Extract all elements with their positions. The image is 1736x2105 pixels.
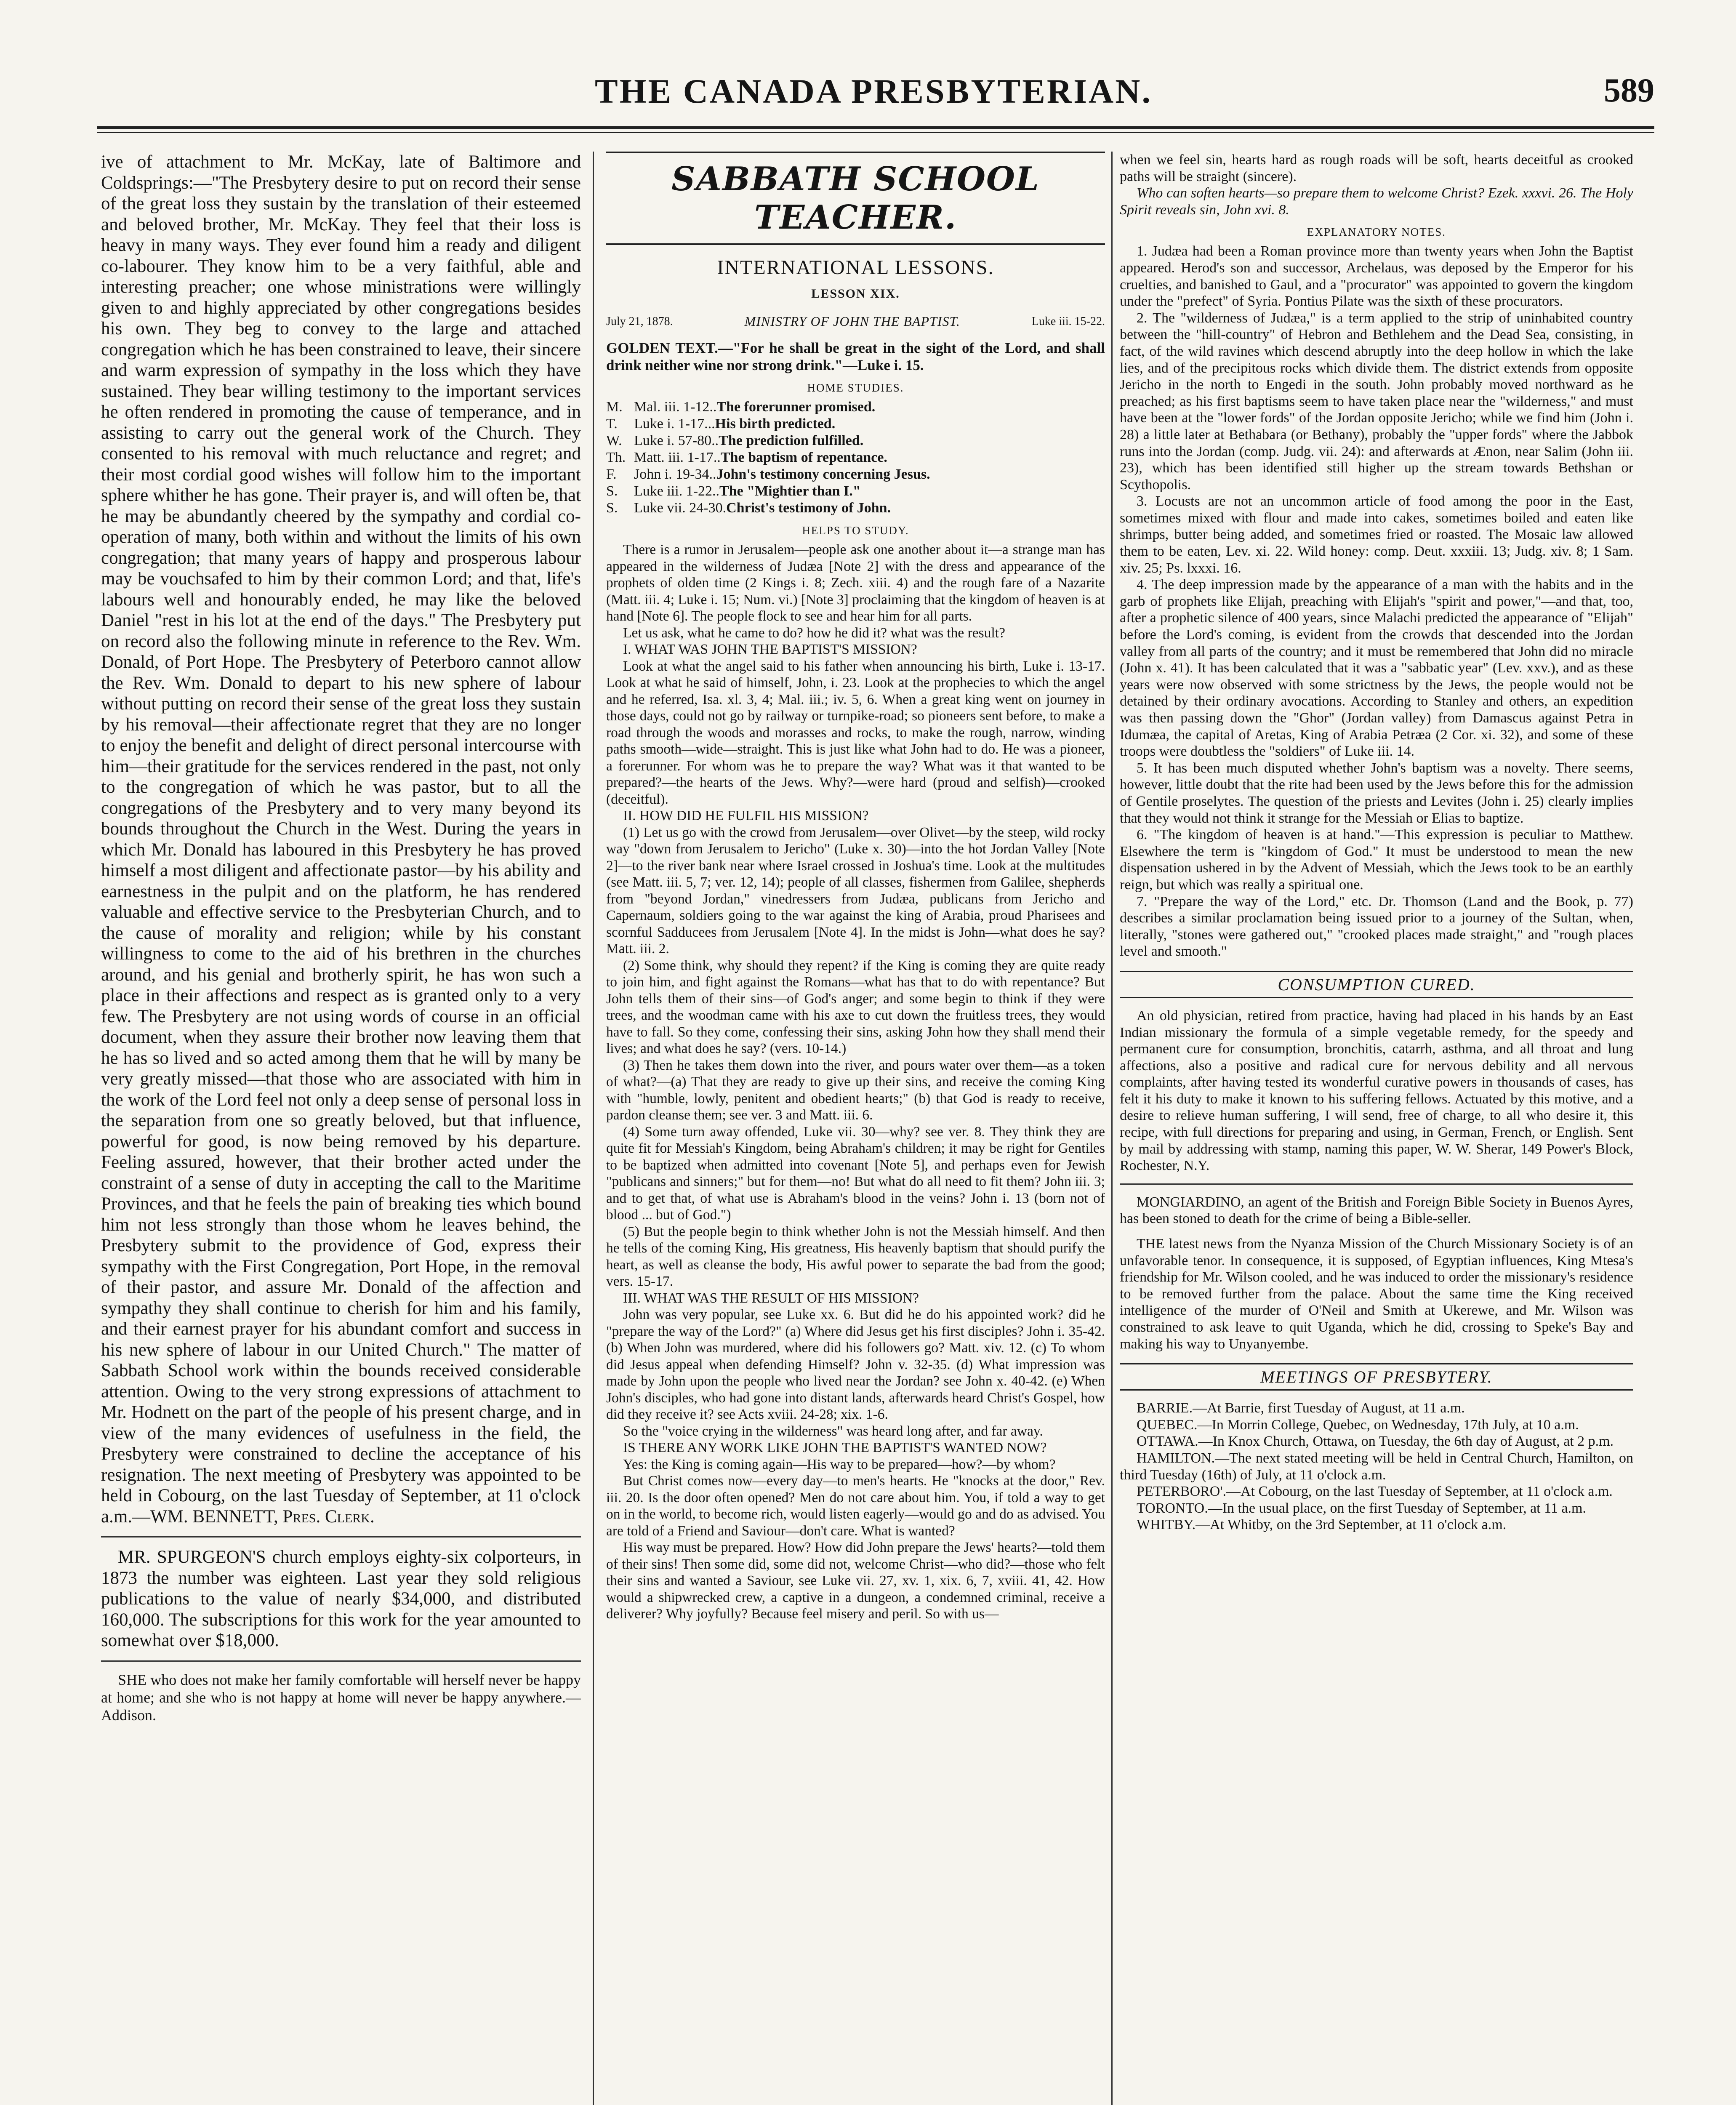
study-day: S. [606,500,618,516]
explanatory-note: 2. The "wilderness of Judæa," is a term applied to the strip of uninhabited country between the "hill-country" of Hebron and Bethlehem and the Dead Sea, consisting, in fact, of the wild ravines which descend abruptly into the deep hollow in which the lake lies, and of the precipitous rocks which divide them. The district extends from opposite Jericho in the north to Engedi in the south. John probably moved northward as he preached; as his first baptisms seem to have taken place near the "wilderness," and must have been at the "lower fords" of the Jordan opposite Jericho; while we find him (John i. 28) a little later at Bethabara (or Bethany), probably the "upper fords" where the Jabbok runs into the Jordan (comp. Judg. vii. 24): and afterwards at Ænon, near Salim (John iii. 23), which has been identified still higher up the stream towards Bethshan or Scythopolis. [1120,310,1633,493]
nyanza-item: THE latest news from the Nyanza Mission of the Church Missionary Society is of an unfavorable tenor. In consequence, it is supposed, of Egyptian influences, King Mtesa's friendship for Mr. Wilson cooled, and he was induced to order the missionary's residence to be removed further from the palace. About the same time the King received intelligence of the murder of O'Neil and Smith at Ukerewe, and Mr. Wilson was constrained to ask leave to quit Uganda, which he did, crossing to Speke's Bay and making his way to Unyanyembe. [1120,1236,1633,1352]
lesson-theme: MINISTRY OF JOHN THE BAPTIST. [744,314,960,329]
study-title: The prediction fulfilled. [719,433,864,448]
lesson-number: LESSON XIX. [811,287,900,301]
study-ref: John i. 19-34.. [634,466,716,482]
addison-quote: SHE who does not make her family comfortable will herself never be happy at home; and she who is not happy at home will never be happy anywhere.—Addison. [101,1671,581,1724]
lesson-reference: Luke iii. 15-22. [1031,314,1105,328]
meeting-entry: HAMILTON.—The next stated meeting will be held in Central Church, Hamilton, on third Tuesday (16th) of July, at 11 o'clock a.m. [1120,1450,1633,1483]
lesson-paragraph: (4) Some turn away offended, Luke vii. 30—why? see ver. 8. They think they are quite fit for Messiah's Kingdom, being Abraham's children; it may be right for Gentiles to be baptized when admitted into covenant [Note 5], and perhaps even for Jewish "publicans and sinners;" but for them—no! But what do all need to fit them? John iii. 3; and to get that, of what use is Abraham's blood in the veins? John i. 13 (born not of blood ... but of God.") [606,1124,1105,1223]
helps-heading: HELPS TO STUDY. [802,524,909,537]
clerk-signature: WM. BENNETT, Pres. Clerk. [150,1506,375,1527]
golden-text: GOLDEN TEXT.—"For he shall be great in the sight of the Lord, and shall drink neither wine nor strong drink."—Luke i. 15. [606,340,1105,373]
explanatory-note: 4. The deep impression made by the appearance of a man with the habits and in the garb of prophets like Elijah, preaching with Elijah's "spirit and power,"—and that, too, after a prophetic silence of 400 years, since Malachi predicted the appearance of "Elijah" before the Lord's coming, is evident from the crowds that descended into the Jordan valley from all parts of the country; and it must be remembered that John did no miracle (John x. 41). It has been calculated that it was a "sabbatic year" (Lev. xxv.), and as these years were now observed with some strictness by the Jews, the people would not be detained by their ordinary avocations. According to Stanley and others, an expedition was then passing down the "Ghor" (Jordan valley) from Damascus against Petra in Idumæa, the capital of Aretas, King of Arabia Petræa (2 Cor. xi. 32), and some of these troops were doubtless the "soldiers" of Luke iii. 14. [1120,577,1633,759]
lesson-paragraph: Look at what the angel said to his father when announcing his birth, Luke i. 13-17. Look at what he said of himself, John, i. 23. Look at the prophecies to which the angel and he referred, Isa. xl. 3, 4; Mal. iii.; iv. 5, 6. When a great king went on journey in those days, could not go by railway or turnpike-road; so pioneers sent before, to make a road through the woods and morasses and rocks, to make the rough, narrow, winding paths smooth—wide—straight. This is just like what John had to do. He was a pioneer, a forerunner. For whom was he to prepare the way? What was it that wanted to be prepared?—the hearts of the Jews. Why?—were hard (proud and selfish)—crooked (deceitful). [606,658,1105,807]
study-ref: Mal. iii. 1-12.. [634,399,717,415]
section-title: SABBATH SCHOOL TEACHER. [606,152,1105,245]
lesson-question: Who can soften hearts—so prepare them to welcome Christ? Ezek. xxxvi. 26. The Holy Spirit reveals sin, John xvi. 8. [1120,185,1633,218]
home-study-row [606,500,1105,517]
explanatory-note: 5. It has been much disputed whether John's baptism was a novelty. There seems, however, little doubt that the rite had been used by the Jews before this for the admission of Gentile proselytes. The question of the priests and Levites (John i. 25) clearly implies that they would not think it strange for the Messiah or Elias to baptize. [1120,760,1633,826]
study-day: W. [606,433,622,448]
column-right [1120,152,1633,2105]
header-rule-thin [97,132,1654,133]
study-title: The forerunner promised. [716,399,876,415]
presbytery-minutes-text: ive of attachment to Mr. McKay, late of Baltimore and Coldsprings:—"The Presbytery desire to put on record their sense of the great loss they sustain by the translation of their esteemed and beloved brother, Mr. McKay. They feel that their loss is heavy in many ways. They ever found him a ready and diligent co-labourer. They know him to be a very faithful, able and interesting preacher; one whose ministrations were willingly given to and highly appreciated by other congregations besides his own. They beg to convey to the large and attached congregation which he has been constrained to leave, their sincere and warm expression of sympathy in the loss which they have sustained. They bear willing testimony to the important services he often rendered in promoting the cause of temperance, and in assisting to carry out the general work of the Church. They consented to his removal with much reluctance and regret; and their most cordial good wishes will follow him to the important sphere whither he has gone. Their prayer is, and will often be, that he may be abundantly cheered by the sympathy and cordial co-operation of many, both within and without the limits of his own congregation; that many years of happy and prosperous labour may be vouchsafed to him by their common Lord; and that, life's labours well and honourably ended, he may like the beloved Daniel "rest in his lot at the end of the days." The Presbytery put on record also the following minute in reference to the Rev. Wm. Donald, of Port Hope. The Presbytery of Peterboro cannot allow the Rev. Wm. Donald to depart to his new sphere of labour without putting on record their sense of the great loss they sustain by his removal—their affectionate regret that they are no longer to enjoy the benefit and delight of direct personal intercourse with him—their gratitude for the services rendered in the past, not only to the congregation of which he was pastor, but to all the congregations of the Presbytery and to very many beyond its bounds throughout the Church in the West. During the years in which Mr. Donald has laboured in this Presbytery he has proved himself a most diligent and affectionate pastor—by his ability and earnestness in the pulpit and on the platform, he has rendered valuable and effective service to the Presbyterian Church, and to the cause of morality and religion; while by his constant willingness to come to the aid of his brethren in the churches around, and his genial and brotherly spirit, he has won such a place in their affections and respect as is granted only to a very few. The Presbytery are not using words of course in an official document, when they assure their brother now leaving them that he has so lived and so acted among them that he will by many be very greatly missed—that those who are associated with him in the work of the Lord feel not only a deep sense of personal loss in the separation from one so greatly beloved, but that influence, powerful for good, is now being removed by his departure. Feeling assured, however, that their brother acted under the constraint of a sense of duty in accepting the call to the Maritime Provinces, and that he feels the pain of breaking ties which bound him not less strongly than those whom he leaves behind, the Presbytery submit to the providence of God, express their sympathy with the First Congregation, Port Hope, in the removal of their pastor, and assure Mr. Donald of the affection and sympathy they shall continue to cherish for him and his family, and their earnest prayer for his abundant comfort and success in his new sphere of labour in our United Church." The matter of Sabbath School work within the bounds received considerable attention. Owing to the very strong expressions of attachment to Mr. Hodnett on the part of the people of his present charge, and in view of the many evidences of usefulness in the field, the Presbytery were constrained to decline the acceptance of his resignation. The next meeting of Presbytery was appointed to be held in Cobourg, on the last Tuesday of September, at 11 o'clock a.m.— [101,152,581,1527]
column-divider [593,152,594,2105]
column-middle [606,152,1105,2105]
presbytery-minutes [101,152,581,1527]
masthead [93,72,1654,118]
home-studies-list [606,399,1105,517]
explanatory-note: 6. "The kingdom of heaven is at hand."—This expression is peculiar to Matthew. Elsewhere the term is "kingdom of God." It must be understood to mean the new dispensation ushered in by the Advent of Messiah, which the Jews took to be an earthly reign, but which was really a spiritual one. [1120,827,1633,893]
lesson-paragraph: John was very popular, see Luke xx. 6. But did he do his appointed work? did he "prepare the way of the Lord?" (a) Where did Jesus get his first disciples? John i. 35-42. (b) When John was murdered, where did his followers go? Matt. xiv. 12. (c) To whom did Jesus appeal when defending Himself? John v. 32-35. (d) What impression was made by John upon the people who lived near the Jordan? see John x. 40-42. (e) When John's disciples, who had gone into distant lands, afterwards heard Christ's Gospel, how did they receive it? see Acts xviii. 24-28; xix. 1-6. [606,1307,1105,1422]
study-ref: Luke iii. 1-22.. [634,483,720,499]
study-day: Th. [606,450,626,465]
lesson-question: III. WHAT WAS THE RESULT OF HIS MISSION? [623,1290,919,1306]
study-title: John's testimony concerning Jesus. [716,466,930,482]
study-ref: Luke i. 57-80.. [634,433,719,448]
home-study-row [606,449,1105,466]
study-day: M. [606,399,623,415]
meetings-heading: MEETINGS OF PRESBYTERY. [1120,1363,1633,1391]
lesson-paragraph: (1) Let us go with the crowd from Jerusalem—over Olivet—by the steep, wild rocky way "down from Jerusalem to Jericho" (Luke x. 30)—into the hot Jordan Valley [Note 2]—to the river bank near where Israel crossed in Joshua's time. Look at the multitudes (see Matt. iii. 5, 7; ver. 12, 14); people of all classes, fishermen from Galilee, shepherds from "beyond Jordan," vinedressers from Judæa, publicans from Jericho and Capernaum, soldiers going to the war against the king of Arabia, proud Pharisees and scornful Sadducees from Jerusalem [Note 4]. In the midst is John—what does he say? Matt. iii. 2. [606,824,1105,957]
lesson-header [606,314,1105,329]
lesson-paragraph: (3) Then he takes them down into the river, and pours water over them—as a token of what?—(a) That they are ready to give up their sins, and receive the coming King with "humble, lowly, penitent and obedient hearts;" (b) that God is ready to receive, pardon cleanse them; see ver. 3 and Matt. iii. 6. [606,1057,1105,1123]
lesson-date: July 21, 1878. [606,314,673,328]
home-study-row [606,483,1105,500]
divider [101,1536,581,1537]
meeting-entry: OTTAWA.—In Knox Church, Ottawa, on Tuesday, the 6th day of August, at 2 p.m. [1137,1434,1614,1450]
study-ref: Luke vii. 24-30. [634,500,727,516]
meeting-entry: PETERBORO'.—At Cobourg, on the last Tuesday of September, at 11 o'clock a.m. [1137,1484,1613,1500]
meeting-entry: TORONTO.—In the usual place, on the first Tuesday of September, at 11 a.m. [1137,1500,1586,1516]
study-ref: Luke i. 1-17... [634,416,715,432]
column-divider [1111,152,1113,2105]
home-study-row [606,466,1105,483]
lessons-heading: INTERNATIONAL LESSONS. [717,256,994,279]
lesson-paragraph: Yes: the King is coming again—His way to be prepared—how?—by whom? [623,1456,1056,1472]
study-title: Christ's testimony of John. [726,500,891,516]
lesson-paragraph: (2) Some think, why should they repent? if the King is coming they are quite ready to join him, and fight against the Romans—what has that to do with repentance? But John tells them of their sins—of God's anger; and some begin to think if they were trees, and the woodman came with his axe to cut down the fruitless trees, they would have to fall. So they come, confessing their sins, asking John how they shall mend their lives; and what does he say? (vers. 10-14.) [606,957,1105,1056]
consumption-heading: CONSUMPTION CURED. [1120,971,1633,998]
mongiardino-item: MONGIARDINO, an agent of the British and Foreign Bible Society in Buenos Ayres, has been stoned to death for the crime of being a Bible-seller. [1120,1194,1633,1227]
study-day: F. [606,466,617,482]
consumption-advert: An old physician, retired from practice, having had placed in his hands by an East Indian missionary the formula of a simple vegetable remedy, for the speedy and permanent cure for consumption, bronchitis, catarrh, asthma, and all throat and lung affections, also a positive and radical cure for nervous debility and all nervous complaints, after having tested its wonderful curative powers in thousands of cases, has felt it his duty to make it known to his suffering fellows. Actuated by this motive, and a desire to relieve human suffering, I will send, free of charge, to all who desire it, this recipe, with full directions for preparing and using, in German, French, or English. Sent by mail by addressing with stamp, naming this paper, W. W. Sherar, 149 Power's Block, Rochester, N.Y. [1120,1007,1633,1174]
newspaper-title: THE CANADA PRESBYTERIAN. [595,72,1152,110]
explanatory-note: 3. Locusts are not an uncommon article of food among the poor in the East, sometimes mixed with flour and made into cakes, sometimes boiled and eaten like shrimps, butter being added, and sometimes fried or roasted. The Mosaic law allowed them to be eaten, Lev. xi. 22. Wild honey: comp. Deut. xxxiii. 13; Judg. xiv. 8; 1 Sam. xiv. 25; Ps. lxxxi. 16. [1120,493,1633,576]
page-number: 589 [1604,72,1654,109]
study-title: The "Mightier than I." [719,483,861,499]
lesson-paragraph: So the "voice crying in the wilderness" was heard long after, and far away. [623,1423,1043,1439]
meeting-entry: BARRIE.—At Barrie, first Tuesday of August, at 11 a.m. [1137,1400,1465,1416]
meeting-entry: QUEBEC.—In Morrin College, Quebec, on Wednesday, 17th July, at 10 a.m. [1137,1417,1579,1433]
lesson-paragraph: His way must be prepared. How? How did John prepare the Jews' hearts?—told them of their sins! Then some did, some did not, welcome Christ—who did?—those who felt their sins and wanted a Saviour, see Luke vii. 27, xv. 1, xix. 6, 7, xviii. 41, 42. How would a shipwrecked crew, a captive in a dungeon, a condemned criminal, receive a deliverer? Why joyfully? Because feel misery and peril. So with us— [606,1540,1105,1622]
spurgeon-item: MR. SPURGEON'S church employs eighty-six colporteurs, in 1873 the number was eighteen. Last year they sold religious publications to the value of nearly $34,000, and distributed 160,000. The subscriptions for this work for the year amounted to somewhat over $18,000. [101,1547,581,1650]
study-day: T. [606,416,618,432]
header-rule [97,126,1654,129]
lesson-paragraph: But Christ comes now—every day—to men's hearts. He "knocks at the door," Rev. iii. 20. Is the door often opened? Men do not care about him. You, if told a way to get on in the world, to become rich, would listen eagerly—would go and do as advised. You are told of a Friend and Saviour—don't care. What is wanted? [606,1473,1105,1539]
lesson-paragraph: (5) But the people begin to think whether John is not the Messiah himself. And then he tells of the coming King, His greatness, His heavenly baptism that should purify the heart, as well as cleanse the body, His awful power to separate the bad from the good; vers. 15-17. [606,1223,1105,1289]
meeting-entry: WHITBY.—At Whitby, on the 3rd September, at 11 o'clock a.m. [1137,1517,1507,1533]
column-left [101,152,581,2105]
lesson-continuation: when we feel sin, hearts hard as rough roads will be soft, hearts deceitful as crooked paths will be straight (sincere). [1120,152,1633,184]
study-title: His birth predicted. [715,416,836,432]
study-ref: Matt. iii. 1-17.. [634,450,721,465]
lesson-paragraph: Let us ask, what he came to do? how he did it? what was the result? [623,625,1005,641]
home-study-row [606,416,1105,432]
lesson-question: I. WHAT WAS JOHN THE BAPTIST'S MISSION? [623,642,917,657]
study-title: The baptism of repentance. [720,450,887,465]
lesson-paragraph: There is a rumor in Jerusalem—people ask one another about it—a strange man has appeared in the wilderness of Judæa [Note 2] with the dress and appearance of the prophets of olden time (2 Kings i. 8; Zech. xiii. 4) and the rough fare of a Nazarite (Matt. iii. 4; Luke i. 15; Num. vi.) [Note 3] proclaiming that the kingdom of heaven is at hand [Note 6]. The people flock to see and hear him for all parts. [606,542,1105,624]
divider [1120,1183,1633,1185]
home-studies-heading: HOME STUDIES. [807,381,904,394]
divider [101,1660,581,1662]
home-study-row [606,432,1105,449]
lesson-question: II. HOW DID HE FULFIL HIS MISSION? [623,808,869,823]
lesson-question: IS THERE ANY WORK LIKE JOHN THE BAPTIST'S WANTED NOW? [623,1440,1047,1455]
explanatory-note: 7. "Prepare the way of the Lord," etc. Dr. Thomson (Land and the Book, p. 77) describes a similar proclamation being issued prior to a journey of the Sultan, when, literally, "stones were gathered out," "crooked places made straight," and "rough places level and smooth." [1120,893,1633,959]
study-day: S. [606,483,618,499]
notes-heading: EXPLANATORY NOTES. [1307,226,1446,239]
home-study-row [606,399,1105,416]
explanatory-note: 1. Judæa had been a Roman province more than twenty years when John the Baptist appeared. Herod's son and successor, Archelaus, was deposed by the Emperor for his cruelties, and banished to Gaul, and a "procurator" was appointed to govern the kingdom under the "prefect" of Syria. Pontius Pilate was the sixth of these procurators. [1120,243,1633,309]
